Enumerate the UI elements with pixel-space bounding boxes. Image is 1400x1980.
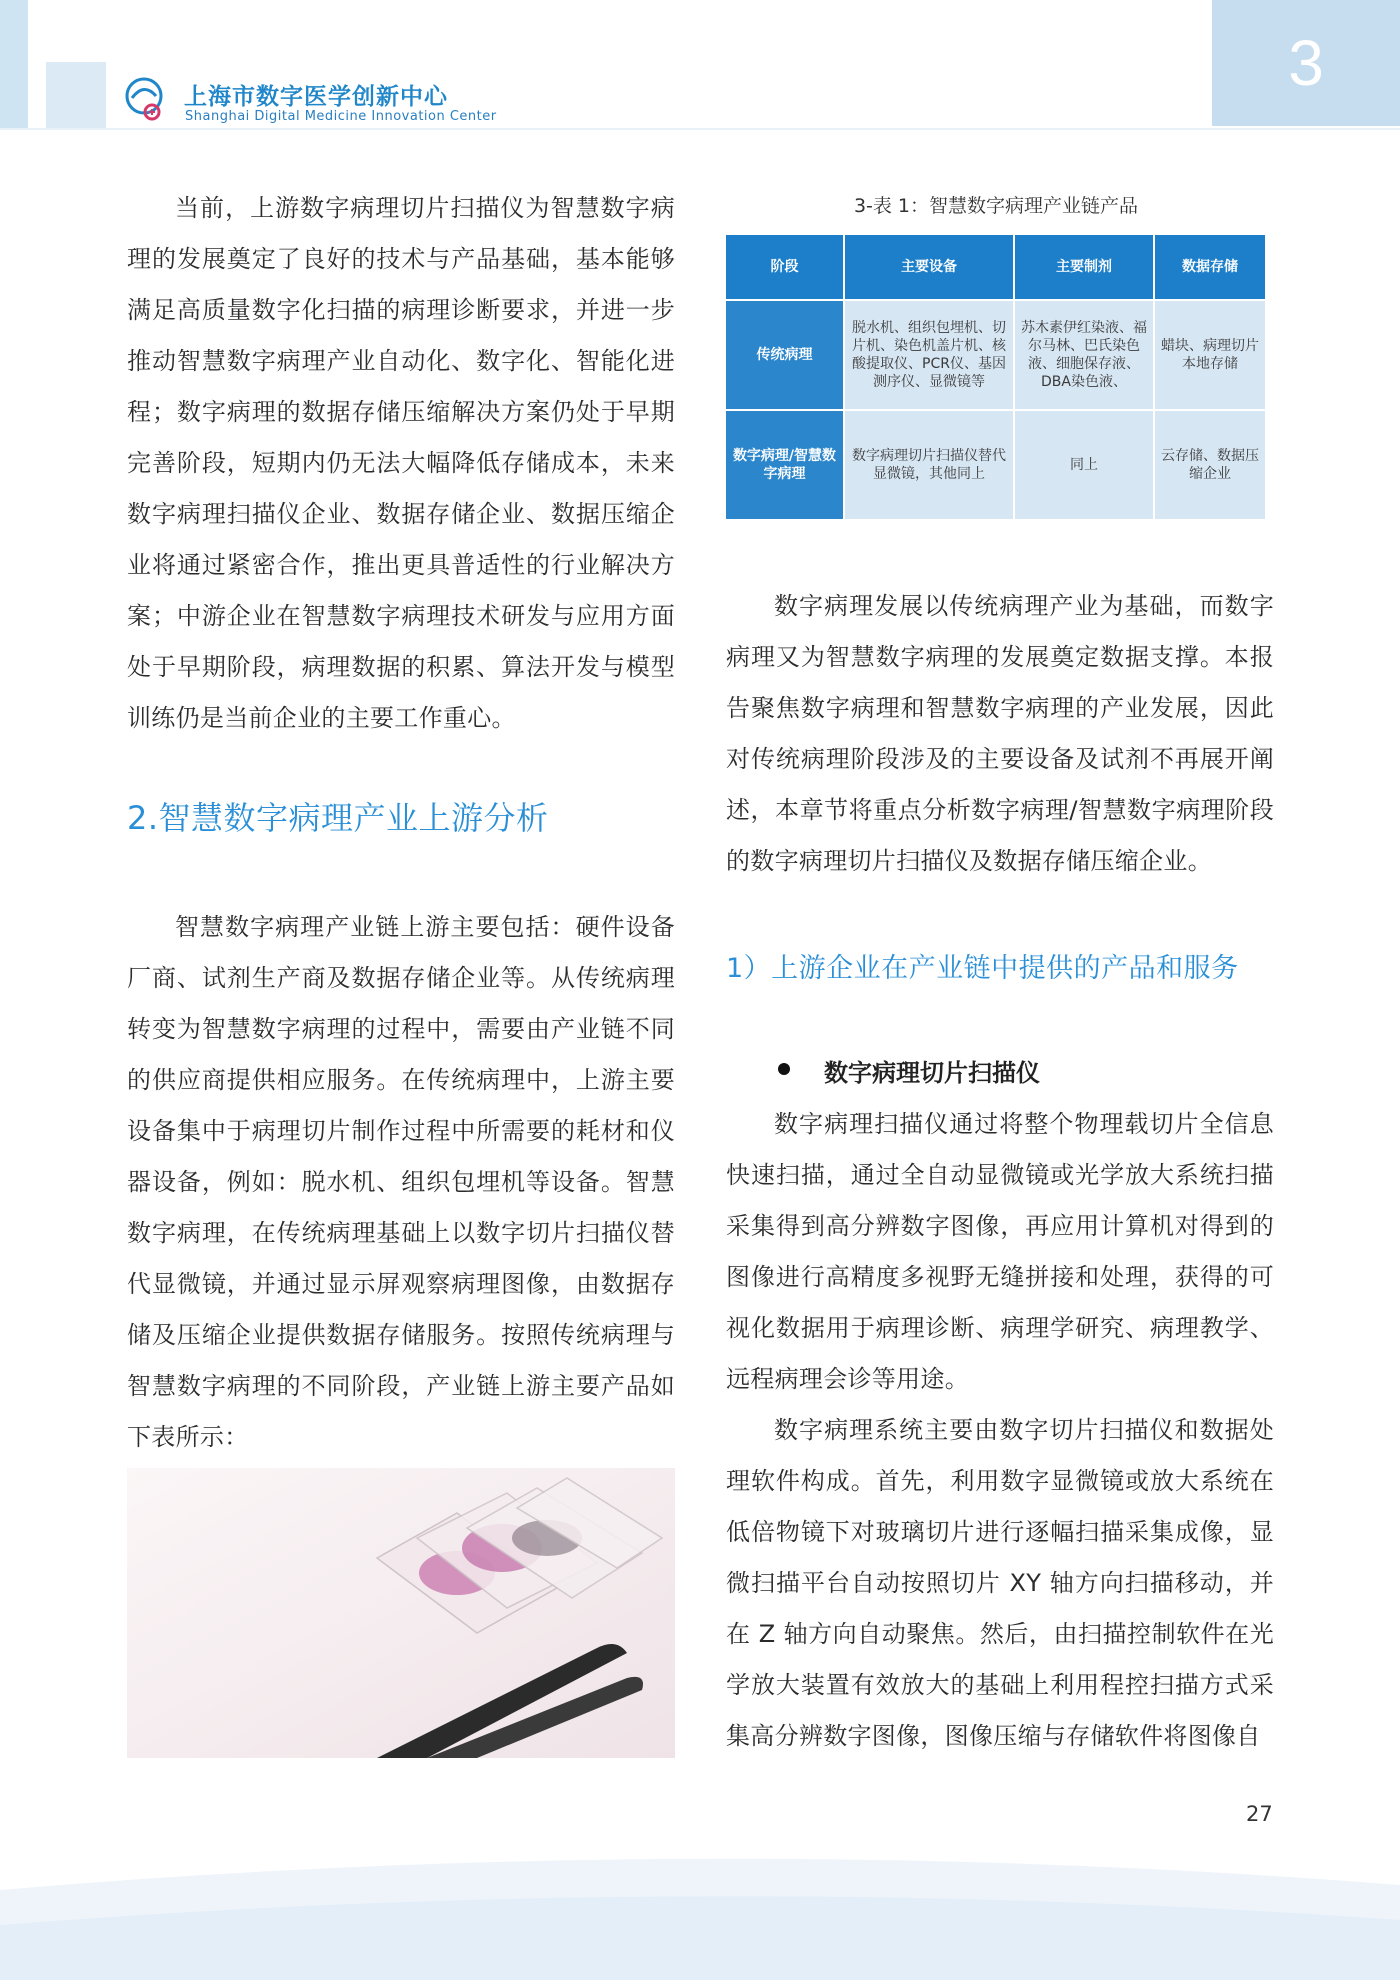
table-cell-reagents: 苏木素伊红染液、福尔马林、巴氏染色液、细胞保存液、DBA染色液、 bbox=[1014, 300, 1154, 410]
industry-chain-table bbox=[726, 235, 1267, 521]
table-header-cell: 阶段 bbox=[726, 235, 844, 300]
right-paragraph-2-block bbox=[726, 1099, 1274, 1762]
table-cell-stage: 传统病理 bbox=[726, 300, 844, 410]
table-cell-equipment: 数字病理切片扫描仪替代显微镜，其他同上 bbox=[844, 410, 1014, 520]
table-cell-stage: 数字病理/智慧数字病理 bbox=[726, 410, 844, 520]
page-number: 27 bbox=[1246, 1802, 1273, 1826]
header-accent-block bbox=[46, 62, 106, 128]
pathology-slides-photo bbox=[127, 1468, 675, 1758]
section-title: 2.智慧数字病理产业上游分析 bbox=[127, 799, 549, 837]
table-cell-reagents: 同上 bbox=[1014, 410, 1154, 520]
footer-wave bbox=[0, 1830, 1400, 1980]
table-header-cell: 数据存储 bbox=[1154, 235, 1266, 300]
organization-logo-icon bbox=[122, 74, 170, 126]
table-caption: 3-表 1：智慧数字病理产业链产品 bbox=[853, 195, 1139, 217]
org-name-en: Shanghai Digital Medicine Innovation Center bbox=[185, 109, 497, 124]
table-header-cell: 主要制剂 bbox=[1014, 235, 1154, 300]
chapter-number: 3 bbox=[1212, 0, 1400, 126]
table-header-row bbox=[726, 235, 1266, 300]
table-cell-storage: 云存储、数据压缩企业 bbox=[1154, 410, 1266, 520]
right-paragraph-1-block bbox=[726, 581, 1274, 887]
header-divider bbox=[0, 128, 1400, 130]
table-cell-storage: 蜡块、病理切片本地存储 bbox=[1154, 300, 1266, 410]
table-row bbox=[726, 410, 1266, 520]
bullet-title: 数字病理切片扫描仪 bbox=[824, 1059, 1040, 1087]
left-paragraph-1-block bbox=[127, 183, 675, 744]
left-paragraph-1: 当前，上游数字病理切片扫描仪为智慧数字病理的发展奠定了良好的技术与产品基础，基本能够满足高质量数字化扫描的病理诊断要求，并进一步推动智慧数字病理产业自动化、数字化、智能化进程；数字病理的数据存储压缩解决方案仍处于早期完善阶段，短期内仍无法大幅降低存储成本，未来数字病理扫描仪企业、数据存储企业、数据压缩企业将通过紧密合作，推出更具普适性的行业解决方案；中游企业在智慧数字病理技术研发与应用方面处于早期阶段，病理数据的积累、算法开发与模型训练仍是当前企业的主要工作重心。 bbox=[127, 194, 675, 732]
left-paragraph-2-block bbox=[127, 902, 675, 1463]
table-header-cell: 主要设备 bbox=[844, 235, 1014, 300]
right-paragraph-3: 数字病理系统主要由数字切片扫描仪和数据处理软件构成。首先，利用数字显微镜或放大系统在低倍物镜下对玻璃切片进行逐幅扫描采集成像，显微扫描平台自动按照切片 XY 轴方向扫描移动，并在 Z 轴方向自动聚焦。然后，由扫描控制软件在光学放大装置有效放大的基础上利用程控扫描方式采集高分辨数字图像，图像压缩与存储软件将图像自 bbox=[726, 1416, 1274, 1750]
bullet-dot-icon bbox=[778, 1063, 790, 1075]
table-row bbox=[726, 300, 1266, 410]
org-name-cn: 上海市数字医学创新中心 bbox=[184, 84, 448, 110]
left-paragraph-2: 智慧数字病理产业链上游主要包括：硬件设备厂商、试剂生产商及数据存储企业等。从传统病理转变为智慧数字病理的过程中，需要由产业链不同的供应商提供相应服务。在传统病理中，上游主要设备集中于病理切片制作过程中所需要的耗材和仪器设备，例如：脱水机、组织包埋机等设备。智慧数字病理，在传统病理基础上以数字切片扫描仪替代显微镜，并通过显示屏观察病理图像，由数据存储及压缩企业提供数据存储服务。按照传统病理与智慧数字病理的不同阶段，产业链上游主要产品如下表所示： bbox=[127, 913, 675, 1451]
subsection-title: 1）上游企业在产业链中提供的产品和服务 bbox=[726, 953, 1239, 984]
header-accent-bar bbox=[0, 0, 28, 128]
right-paragraph-1: 数字病理发展以传统病理产业为基础，而数字病理又为智慧数字病理的发展奠定数据支撑。本报告聚焦数字病理和智慧数字病理的产业发展，因此对传统病理阶段涉及的主要设备及试剂不再展开阐述，本章节将重点分析数字病理/智慧数字病理阶段的数字病理切片扫描仪及数据存储压缩企业。 bbox=[726, 592, 1274, 875]
right-paragraph-2: 数字病理扫描仪通过将整个物理载切片全信息快速扫描，通过全自动显微镜或光学放大系统扫描采集得到高分辨数字图像，再应用计算机对得到的图像进行高精度多视野无缝拼接和处理，获得的可视化数据用于病理诊断、病理学研究、病理教学、远程病理会诊等用途。 bbox=[726, 1110, 1274, 1393]
table-cell-equipment: 脱水机、组织包埋机、切片机、染色机盖片机、核酸提取仪、PCR仪、基因测序仪、显微镜等 bbox=[844, 300, 1014, 410]
